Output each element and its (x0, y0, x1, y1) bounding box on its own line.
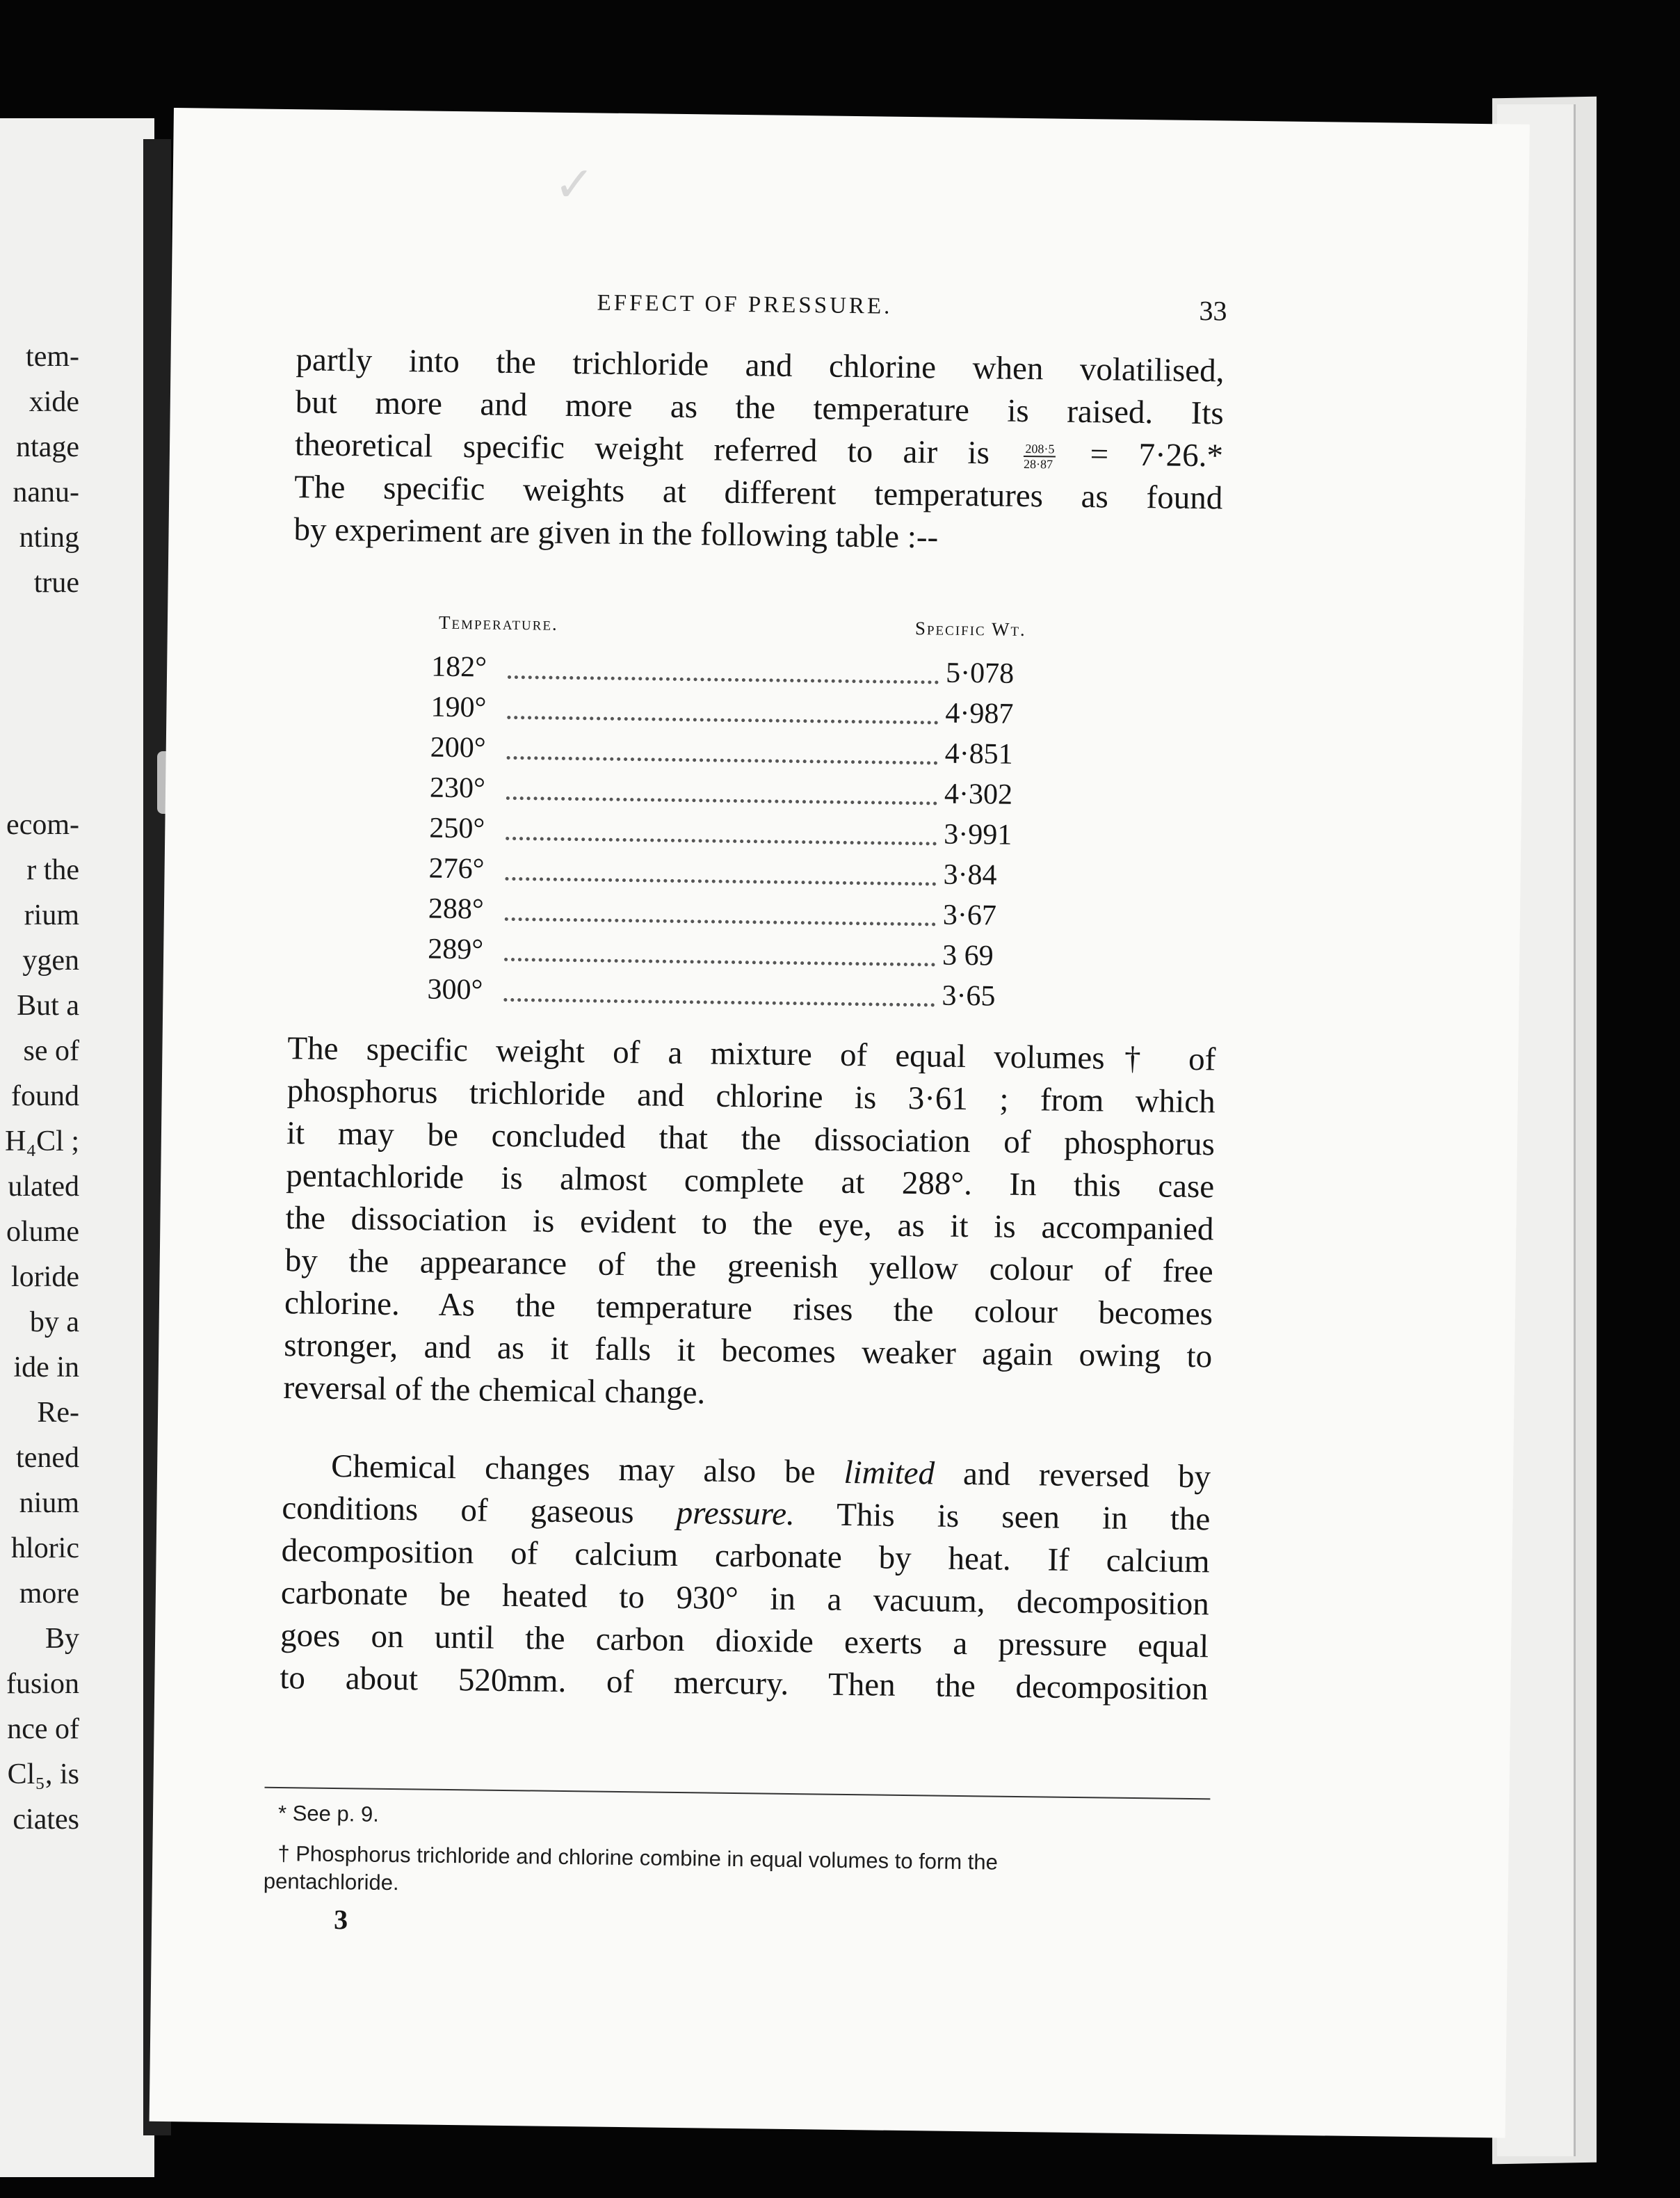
table-row (429, 808, 1056, 856)
text-line: by the appearance of the greenish yellow colour of free (284, 1242, 1213, 1290)
temperature-cell: 289° (427, 933, 484, 966)
weight-cell: 5·078 (945, 657, 1015, 690)
left-line: nting (19, 522, 79, 554)
weight-cell: 3·65 (942, 979, 996, 1013)
footnote-2 (264, 1840, 1210, 1907)
weight-cell: 3·991 (944, 818, 1012, 851)
italic-word: limited (843, 1454, 935, 1492)
text-fragment: Chemical changes may also be (330, 1447, 816, 1491)
text-line: The specific weight of a mixture of equal volumes† of (287, 1030, 1216, 1078)
italic-word: pressure. (676, 1494, 795, 1533)
page-number: 33 (1199, 295, 1227, 327)
text-line: by experiment are given in the following table :-- (293, 511, 939, 556)
left-line: nium (19, 1487, 79, 1519)
left-line: ygen (22, 945, 79, 977)
left-line: se of (23, 1035, 79, 1067)
fraction-numerator: 208·5 (1024, 442, 1056, 458)
text-line: phosphorus trichloride and chlorine is 3·61 ; from which (286, 1073, 1215, 1121)
footnote-1: * See p. 9. (277, 1801, 380, 1827)
temperature-cell: 182° (430, 650, 487, 684)
leader-dots (504, 958, 935, 967)
left-line: loride (11, 1261, 79, 1293)
leader-dots (507, 756, 938, 765)
leader-dots (505, 877, 936, 886)
check-mark-icon: ✓ (554, 155, 595, 214)
left-line: nanu- (13, 476, 79, 508)
paragraph-3 (280, 1445, 1211, 1710)
table-row (428, 889, 1055, 937)
left-line: By (45, 1623, 79, 1655)
table-row (430, 768, 1056, 816)
paragraph-1 (293, 339, 1225, 562)
left-line: ntage (16, 431, 79, 463)
weight-cell: 3 69 (942, 939, 994, 972)
table-row (430, 728, 1056, 776)
left-line: tened (16, 1442, 79, 1474)
footnote-rule (264, 1787, 1210, 1800)
temperature-cell: 190° (430, 691, 487, 724)
temperature-cell: 300° (427, 973, 483, 1006)
table-col1-header: Temperature. (438, 611, 558, 634)
fraction (1024, 442, 1056, 472)
text-fragment: This is seen in the (836, 1496, 1211, 1538)
leader-dots (507, 716, 938, 725)
text-fragment: and reversed by (962, 1456, 1211, 1495)
fraction-result: = 7·26.* (1090, 436, 1224, 474)
left-line: Cl₅, is (7, 1758, 79, 1790)
left-line: tem- (26, 341, 79, 373)
left-line: ide in (13, 1351, 79, 1383)
text-line: partly into the trichloride and chlorine when volatilised, (296, 342, 1225, 390)
left-line: ulated (8, 1171, 79, 1203)
leader-dots (505, 917, 936, 926)
leader-dots (508, 675, 939, 684)
left-line: ciates (13, 1804, 79, 1836)
left-line: Re- (37, 1397, 79, 1429)
table-row (427, 970, 1053, 1018)
temperature-cell: 288° (428, 892, 485, 926)
text-line: reversal of the chemical change. (283, 1370, 706, 1411)
temperature-cell: 230° (429, 771, 486, 805)
left-line: by a (29, 1306, 79, 1338)
table-row (428, 849, 1055, 897)
text-line: The specific weights at different temperatures as found (294, 469, 1223, 517)
footnote-2-line: pentachloride. (263, 1868, 399, 1895)
text-fragment: theoretical specific weight referred to air is (294, 426, 990, 472)
weight-cell: 4·851 (944, 737, 1014, 771)
weight-cell: 4·987 (945, 697, 1014, 730)
text-line: pentachloride is almost complete at 288°. In this case (285, 1157, 1215, 1205)
text-fragment: conditions of gaseous (282, 1490, 634, 1531)
left-line: olume (6, 1216, 79, 1248)
left-line: nce of (7, 1713, 79, 1745)
temperature-cell: 276° (428, 852, 485, 885)
leader-dots (506, 796, 937, 805)
left-line: found (11, 1080, 79, 1112)
paragraph-2 (283, 1027, 1216, 1420)
left-line: fusion (6, 1668, 79, 1700)
left-line: xide (29, 386, 79, 418)
leader-dots (503, 998, 935, 1007)
left-line: H₄Cl ; (5, 1125, 79, 1157)
left-line: hloric (11, 1532, 79, 1564)
table-row (428, 929, 1054, 977)
left-line: r the (26, 854, 79, 886)
left-line: rium (24, 899, 79, 931)
text-line: goes on until the carbon dioxide exerts a pressure equal (280, 1617, 1209, 1665)
text-line: chlorine. As the temperature rises the colour becomes (284, 1285, 1213, 1333)
text-line: decomposition of calcium carbonate by heat. If calcium (281, 1532, 1210, 1580)
weight-cell: 3·67 (942, 899, 997, 932)
leader-dots (506, 837, 937, 846)
text-line: but more and more as the temperature is raised. Its (295, 384, 1225, 432)
text-line: it may be concluded that the dissociation of phosphorus (286, 1115, 1215, 1163)
text-line: the dissociation is evident to the eye, as it is accompanied (285, 1200, 1214, 1248)
weight-cell: 3·84 (943, 858, 997, 892)
temperature-cell: 200° (430, 731, 486, 764)
temperature-cell: 250° (429, 812, 485, 845)
table-row (430, 687, 1057, 735)
table-row (431, 647, 1058, 695)
book-page (150, 108, 1530, 2138)
left-page (0, 118, 154, 2177)
table-col2-header: Specific Wt. (914, 618, 1026, 641)
fraction-denominator: 28·87 (1024, 457, 1053, 472)
left-line: But a (17, 990, 79, 1022)
left-line: more (19, 1578, 79, 1610)
text-line: carbonate be heated to 930° in a vacuum, decomposition (280, 1575, 1210, 1623)
text-line: to about 520mm. of mercury. Then the decomposition (280, 1660, 1209, 1708)
footnote-2-line: † Phosphorus trichloride and chlorine combine in equal volumes to form the (277, 1841, 999, 1875)
signature-mark: 3 (333, 1904, 348, 1936)
weight-cell: 4·302 (944, 778, 1013, 811)
running-head: EFFECT OF PRESSURE. (597, 290, 893, 319)
text-line: stronger, and as it falls it becomes weaker again owing to (283, 1327, 1213, 1375)
left-line: ecom- (6, 809, 79, 841)
left-line: true (33, 567, 79, 599)
